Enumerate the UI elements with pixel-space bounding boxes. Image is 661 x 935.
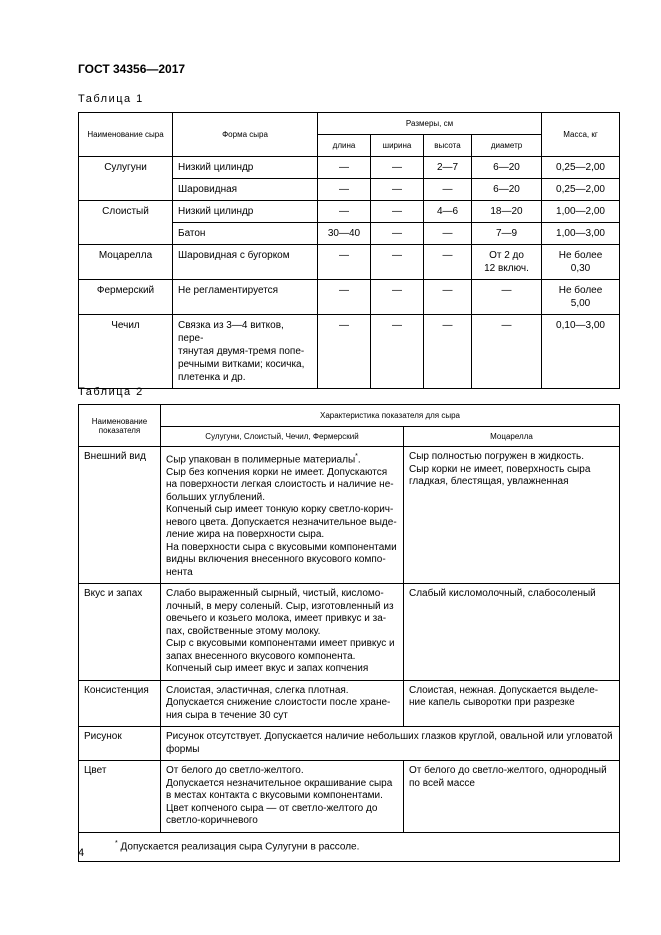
table-row [79,680,620,727]
cell-height: — [424,315,472,389]
cell-diameter: — [472,280,542,315]
footnote-text: Допускается реализация сыра Сулугуни в рассоле. [117,841,360,853]
cell-length: — [318,280,371,315]
table2-header-col2: Моцарелла [404,427,620,447]
cell-height: — [424,223,472,245]
cheese-name: Чечил [79,315,173,389]
table1-caption: Таблица 1 [78,93,144,105]
table-row [79,727,620,761]
table1-header-sizes: Размеры, см [318,113,542,135]
indicator-col1 [161,447,404,584]
cell-diameter: От 2 до 12 включ. [472,245,542,280]
cheese-shape: Связка из 3—4 витков, пере- тянутая двумя-тремя попе- речными витками; косичка, плетенка и др. [173,315,318,389]
cell-diameter: 18—20 [472,201,542,223]
cheese-shape: Шаровидная с бугорком [173,245,318,280]
cell-width: — [371,179,424,201]
col1-rest: . Сыр без копчения корки не имеет. Допускаются на поверхности легкая слоистость и наличие не- больших углублений. Копченый сыр имеет тонкую корку светло-корич- невого цвета. Допускается незначительное выде- ление жира на поверхности сыра. На поверхности сыра с вкусовыми компонентами видны включения внесенного вкусового компо- нента [166,454,397,578]
table1-header-shape: Форма сыра [173,113,318,157]
table-row [79,584,620,681]
cell-length: — [318,201,371,223]
table1-header-width: ширина [371,135,424,157]
cheese-shape: Не регламентируется [173,280,318,315]
cell-mass: Не более 0,30 [542,245,620,280]
cell-width: — [371,245,424,280]
table-row [79,447,620,584]
table1-header-height: высота [424,135,472,157]
table1-header-length: длина [318,135,371,157]
indicator-col2: От белого до светло-желтого, однородный по всей массе [404,761,620,833]
cell-diameter: 7—9 [472,223,542,245]
table2-footnote-row [79,832,620,861]
indicator-col1: От белого до светло-желтого. Допускается незначительное окрашивание сыра в местах контакта с вкусовыми компонентами. Цвет копченого сыра — от светло-желтого до светло-коричневого [161,761,404,833]
cheese-shape: Батон [173,223,318,245]
footnote-mark: * [115,839,118,847]
cheese-shape: Шаровидная [173,179,318,201]
cell-length: — [318,315,371,389]
cell-length: — [318,245,371,280]
table-row [79,201,620,223]
cell-height: — [424,245,472,280]
cell-diameter: — [472,315,542,389]
footnote-mark: * [355,453,358,460]
cell-height: — [424,280,472,315]
table-row [79,245,620,280]
cell-diameter: 6—20 [472,179,542,201]
cheese-shape: Низкий цилиндр [173,157,318,179]
page-number: 4 [78,847,85,859]
cell-height: — [424,179,472,201]
cheese-name: Слоистый [79,201,173,245]
indicator-col1: Слабо выраженный сырный, чистый, кисломо- лочный, в меру соленый. Сыр, изготовленный из овечьего и козьего молока, имеет привкус и за- пах, свойственные этому молоку. Сыр с вкусовыми компонентами имеет привкус и запах внесенного вкусового компонента. Копченый сыр имеет вкус и запах копчения [161,584,404,681]
cell-height: 4—6 [424,201,472,223]
cell-mass: Не более 5,00 [542,280,620,315]
cell-width: — [371,157,424,179]
cell-mass: 1,00—3,00 [542,223,620,245]
cheese-name: Моцарелла [79,245,173,280]
indicator-merged: Рисунок отсутствует. Допускается наличие небольших глазков круглой, овальной или угловатой формы [161,727,620,761]
cell-width: — [371,223,424,245]
indicator-name: Консистенция [79,680,161,727]
table1 [78,112,620,389]
cell-length: — [318,179,371,201]
cell-mass: 1,00—2,00 [542,201,620,223]
table2-header-characteristic: Характеристика показателя для сыра [161,405,620,427]
table-row [79,315,620,389]
table1-header-diameter: диаметр [472,135,542,157]
table2-caption: Таблица 2 [78,386,144,398]
table2 [78,404,620,862]
cell-mass: 0,25—2,00 [542,157,620,179]
indicator-col1: Слоистая, эластичная, слегка плотная. Допускается снижение слоистости после хране- ния сыра в течение 30 сут [161,680,404,727]
cheese-name: Сулугуни [79,157,173,201]
table1-header-mass: Масса, кг [542,113,620,157]
cell-length: — [318,157,371,179]
cell-height: 2—7 [424,157,472,179]
indicator-name: Цвет [79,761,161,833]
table-row [79,761,620,833]
indicator-name: Вкус и запах [79,584,161,681]
table-row [79,157,620,179]
document-header: ГОСТ 34356—2017 [78,62,186,76]
cell-mass: 0,10—3,00 [542,315,620,389]
table2-header-col1: Сулугуни, Слоистый, Чечил, Фермерский [161,427,404,447]
cell-width: — [371,280,424,315]
table1-header-name: Наименование сыра [79,113,173,157]
indicator-col2: Сыр полностью погружен в жидкость. Сыр корки не имеет, поверхность сыра гладкая, блестящая, увлажненная [404,447,620,584]
table2-footnote [79,832,620,861]
indicator-name: Рисунок [79,727,161,761]
indicator-col2: Слоистая, нежная. Допускается выделе- ние капель сыворотки при разрезке [404,680,620,727]
cell-diameter: 6—20 [472,157,542,179]
table2-header-indicator: Наименование показателя [79,405,161,447]
table-row [79,280,620,315]
cheese-name: Фермерский [79,280,173,315]
cheese-shape: Низкий цилиндр [173,201,318,223]
cell-length: 30—40 [318,223,371,245]
indicator-name: Внешний вид [79,447,161,584]
col1-first-line: Сыр упакован в полимерные материалы [166,454,356,466]
cell-width: — [371,201,424,223]
cell-width: — [371,315,424,389]
indicator-col2: Слабый кисломолочный, слабосоленый [404,584,620,681]
cell-mass: 0,25—2,00 [542,179,620,201]
